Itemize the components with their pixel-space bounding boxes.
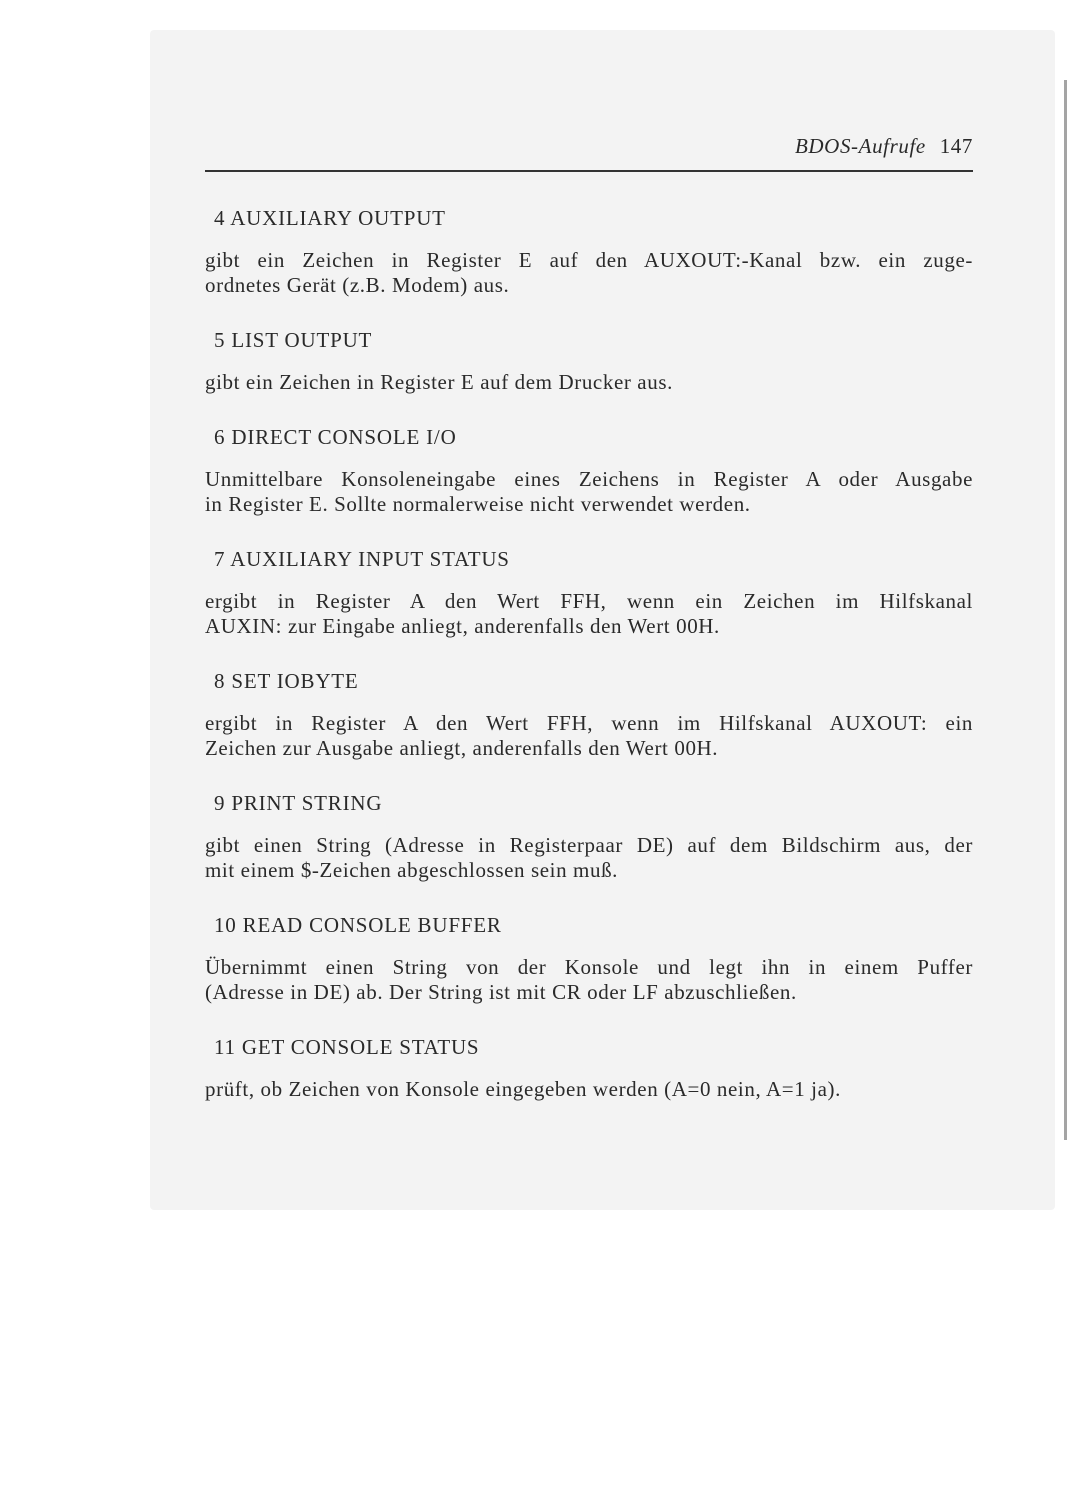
section-body (205, 589, 973, 639)
page-number: 147 (939, 134, 973, 158)
section-auxiliary-output (205, 204, 973, 298)
section-heading: 6 DIRECT CONSOLE I/O (214, 425, 457, 449)
section-body (205, 248, 973, 298)
section-print-string (205, 789, 973, 883)
section-heading: 5 LIST OUTPUT (214, 328, 373, 352)
body-line: Übernimmt einen String von der Konsole und legt ihn in einem Puffer (205, 955, 973, 979)
section-heading: 4 AUXILIARY OUTPUT (214, 206, 446, 230)
section-get-console-status (205, 1033, 973, 1102)
section-body (205, 711, 973, 761)
section-heading: 8 SET IOBYTE (214, 669, 359, 693)
body-line: (Adresse in DE) ab. Der String ist mit CR oder LF abzuschließen. (205, 980, 797, 1004)
body-line: Unmittelbare Konsoleneingabe eines Zeichens in Register A oder Ausgabe (205, 467, 973, 491)
section-heading: 9 PRINT STRING (214, 791, 383, 815)
body-line: mit einem $-Zeichen abgeschlossen sein muß. (205, 858, 619, 882)
section-heading: 7 AUXILIARY INPUT STATUS (214, 547, 510, 571)
body-line: AUXIN: zur Eingabe anliegt, anderenfalls den Wert 00H. (205, 614, 720, 638)
page-edge (1064, 80, 1067, 1140)
body-line: ergibt in Register A den Wert FFH, wenn im Hilfskanal AUXOUT: ein (205, 711, 973, 735)
body-line: Zeichen zur Ausgabe anliegt, anderenfalls den Wert 00H. (205, 736, 719, 760)
section-body (205, 1077, 973, 1102)
body-line: gibt ein Zeichen in Register E auf dem Drucker aus. (205, 370, 673, 394)
section-body (205, 370, 973, 395)
body-line: ordnetes Gerät (z.B. Modem) aus. (205, 273, 510, 297)
body-line: gibt ein Zeichen in Register E auf den AUXOUT:-Kanal bzw. ein zuge- (205, 248, 973, 272)
header-rule (205, 170, 973, 172)
page-content (205, 204, 973, 1130)
body-line: ergibt in Register A den Wert FFH, wenn ein Zeichen im Hilfskanal (205, 589, 973, 613)
section-set-iobyte (205, 667, 973, 761)
section-heading: 10 READ CONSOLE BUFFER (214, 913, 502, 937)
section-heading: 11 GET CONSOLE STATUS (214, 1035, 480, 1059)
section-read-console-buffer (205, 911, 973, 1005)
section-body (205, 467, 973, 517)
body-line: in Register E. Sollte normalerweise nicht verwendet werden. (205, 492, 751, 516)
section-direct-console-io (205, 423, 973, 517)
section-body (205, 833, 973, 883)
section-body (205, 955, 973, 1005)
running-header-title: BDOS-Aufrufe (794, 134, 926, 158)
body-line: prüft, ob Zeichen von Konsole eingegeben werden (A=0 nein, A=1 ja). (205, 1077, 841, 1101)
section-list-output (205, 326, 973, 395)
body-line: gibt einen String (Adresse in Registerpaar DE) auf dem Bildschirm aus, der (205, 833, 973, 857)
section-auxiliary-input-status (205, 545, 973, 639)
running-header (205, 134, 973, 164)
